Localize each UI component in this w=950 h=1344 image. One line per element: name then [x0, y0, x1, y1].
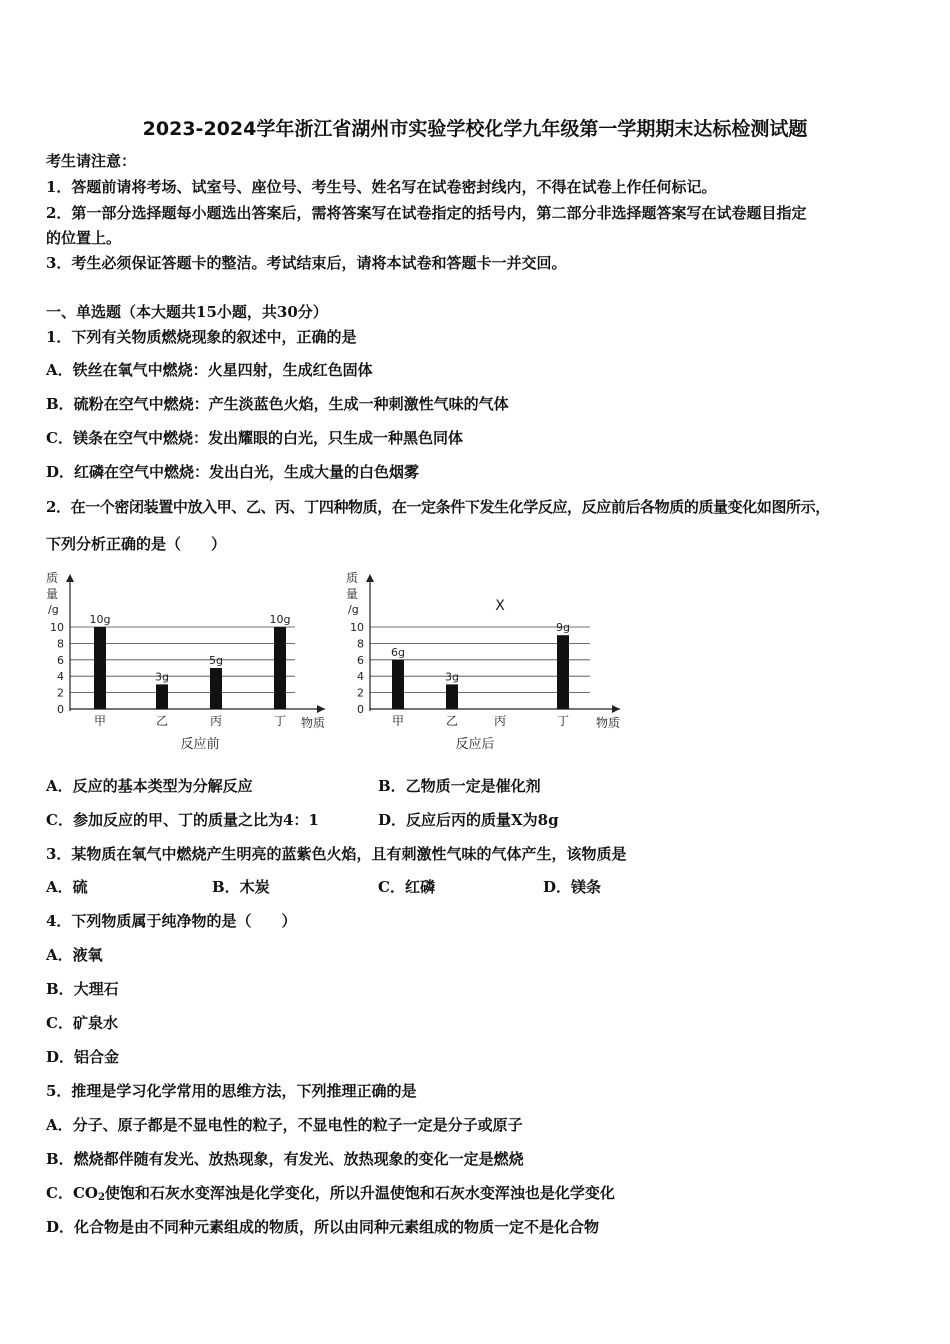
q2-stem-line2: 下列分析正确的是（ ）	[46, 535, 227, 553]
y-tick-label: 2	[357, 686, 364, 700]
chart-after-reaction	[346, 570, 620, 752]
page-title: 2023-2024学年浙江省湖州市实验学校化学九年级第一学期期末达标检测试题	[142, 118, 808, 140]
y-tick-label: 2	[57, 686, 64, 700]
q5-option-c-subscript: 2	[97, 1192, 105, 1203]
x-axis-arrow	[317, 705, 325, 713]
bar-value-label: 6g	[391, 645, 405, 659]
y-axis-label-part: 量	[46, 587, 59, 601]
y-axis-arrow	[66, 574, 74, 582]
bar-value-label: 5g	[209, 654, 223, 667]
q4-option-d: D．铝合金	[46, 1048, 120, 1066]
x-tick-label: 丁	[273, 714, 287, 728]
bar-value-label: 9g	[556, 621, 570, 635]
bar	[392, 660, 404, 709]
q4-option-a: A．液氧	[46, 946, 103, 964]
q1-option-b: B．硫粉在空气中燃烧：产生淡蓝色火焰，生成一种刺激性气味的气体	[46, 395, 509, 413]
bar-value-label: 10g	[89, 613, 111, 626]
chart-title: 反应后	[455, 737, 495, 752]
section-heading: 一、单选题（本大题共15小题，共30分）	[46, 303, 328, 321]
y-tick-label: 4	[57, 670, 64, 684]
y-tick-label: 0	[357, 703, 364, 716]
x-tick-label: 乙	[445, 714, 459, 728]
y-tick-label: 0	[57, 703, 64, 716]
x-tick-label: 丙	[209, 714, 223, 728]
y-tick-label: 6	[357, 653, 364, 667]
y-tick-label: 8	[57, 637, 64, 651]
q1-option-c: C．镁条在空气中燃烧：发出耀眼的白光，只生成一种黑色同体	[46, 429, 463, 447]
bar	[557, 635, 569, 709]
q2-option-d: D．反应后丙的质量X为8g	[378, 811, 559, 829]
q1-option-d: D．红磷在空气中燃烧：发出白光，生成大量的白色烟雾	[46, 463, 420, 481]
q5-option-c-text: 使饱和石灰水变浑浊是化学变化，所以升温使饱和石灰水变浑浊也是化学变化	[104, 1184, 615, 1202]
q3-option-a: A．硫	[46, 878, 88, 896]
q5-option-d: D．化合物是由不同种元素组成的物质，所以由同种元素组成的物质一定不是化合物	[46, 1218, 600, 1236]
bar	[94, 627, 106, 709]
x-tick-label: 丙	[493, 714, 507, 728]
y-axis-label-part: 质	[346, 571, 359, 585]
q3-stem: 3．某物质在氧气中燃烧产生明亮的蓝紫色火焰，且有刺激性气味的气体产生，该物质是	[46, 845, 627, 863]
q5-stem: 5．推理是学习化学常用的思维方法，下列推理正确的是	[46, 1082, 417, 1100]
y-tick-label: 4	[357, 670, 364, 684]
q4-stem: 4．下列物质属于纯净物的是（ ）	[46, 912, 297, 930]
x-tick-label: 甲	[391, 714, 405, 728]
y-axis-label-part: /g	[348, 603, 359, 616]
q2-stem-line1: 2．在一个密闭装置中放入甲、乙、丙、丁四种物质，在一定条件下发生化学反应，反应前后各物质的质量变化如图所示，	[46, 498, 830, 516]
bar	[274, 627, 286, 709]
y-tick-label: 10	[350, 621, 364, 634]
notice-item: 1．答题前请将考场、试室号、座位号、考生号、姓名写在试卷密封线内，不得在试卷上作任何标记。	[46, 178, 717, 196]
q4-option-b: B．大理石	[46, 980, 119, 998]
y-tick-label: 8	[357, 637, 364, 651]
x-axis-arrow	[612, 705, 620, 713]
y-tick-label: 10	[50, 621, 64, 634]
q5-option-b: B．燃烧都伴随有发光、放热现象，有发光、放热现象的变化一定是燃烧	[46, 1150, 524, 1168]
y-axis-label-part: 量	[346, 587, 359, 601]
q4-option-c: C．矿泉水	[46, 1014, 118, 1032]
chart-title: 反应前	[180, 737, 220, 752]
x-axis-label: 物质	[596, 716, 621, 730]
y-tick-label: 6	[57, 653, 64, 667]
bar-value-label: 3g	[445, 670, 459, 684]
x-tick-label: 甲	[93, 714, 107, 728]
bar-value-label: X	[495, 598, 505, 614]
q2-option-c: C．参加反应的甲、丁的质量之比为4：1	[46, 811, 319, 829]
q5-option-c	[46, 1183, 615, 1208]
x-tick-label: 丁	[556, 714, 570, 728]
y-axis-label-part: /g	[48, 603, 59, 616]
q3-option-c: C．红磷	[378, 878, 435, 896]
q2-option-b: B．乙物质一定是催化剂	[378, 777, 541, 795]
bar	[446, 684, 458, 709]
notice-item: 的位置上。	[46, 229, 122, 247]
q5-option-c-prefix: C．CO	[46, 1184, 98, 1202]
bar-value-label: 3g	[155, 670, 169, 684]
y-axis-arrow	[366, 574, 374, 582]
x-axis-label: 物质	[301, 716, 326, 730]
notice-item: 2．第一部分选择题每小题选出答案后，需将答案写在试卷指定的括号内，第二部分非选择题答案写在试卷题目指定	[46, 204, 807, 222]
q2-bar-charts	[0, 566, 950, 766]
q1-option-a: A．铁丝在氧气中燃烧：火星四射，生成红色固体	[46, 361, 373, 379]
notice-heading: 考生请注意：	[46, 152, 137, 170]
bar-value-label: 10g	[269, 613, 291, 626]
notice-item: 3．考生必须保证答题卡的整洁。考试结束后，请将本试卷和答题卡一并交回。	[46, 254, 567, 272]
q5-option-a: A．分子、原子都是不显电性的粒子，不显电性的粒子一定是分子或原子	[46, 1116, 523, 1134]
y-axis-label-part: 质	[46, 571, 59, 585]
q1-stem: 1．下列有关物质燃烧现象的叙述中，正确的是	[46, 328, 357, 346]
bar	[156, 684, 168, 709]
chart-before-reaction	[46, 570, 325, 752]
q2-option-a: A．反应的基本类型为分解反应	[46, 777, 253, 795]
q3-option-d: D．镁条	[543, 878, 602, 896]
bar	[210, 668, 222, 709]
x-tick-label: 乙	[155, 714, 169, 728]
q3-option-b: B．木炭	[212, 878, 270, 896]
